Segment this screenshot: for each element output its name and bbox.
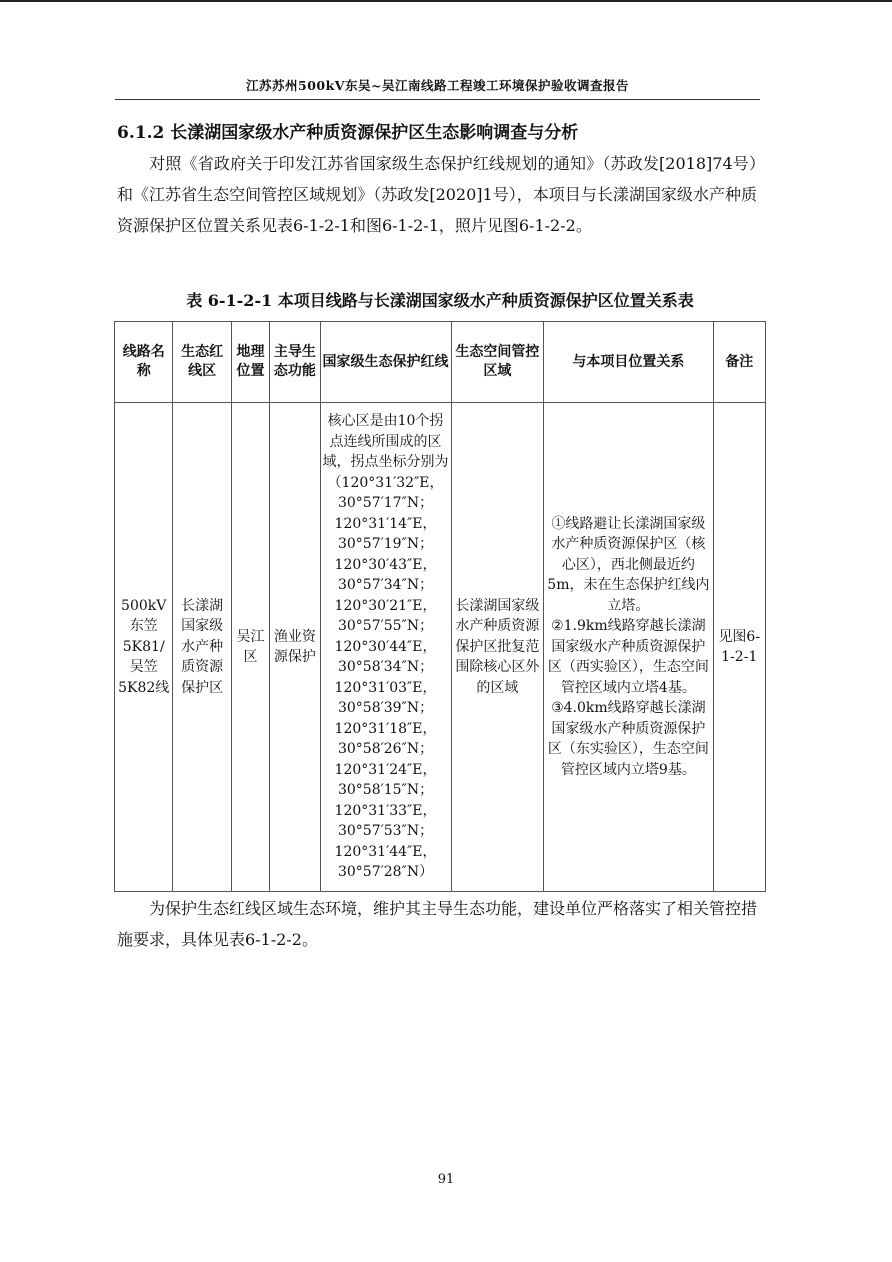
intro-paragraph-text: 对照《省政府关于印发江苏省国家级生态保护红线规划的通知》（苏政发[2018]74号）和《江苏省生态空间管控区域规划》（苏政发[2020]1号），本项目与长漾湖国家级水产种质资源保护区位置关系见表6-1-2-1和图6-1-2-1，照片见图6-1-2-2。 <box>117 154 757 235</box>
table-row <box>115 403 766 892</box>
header-rule <box>115 99 760 100</box>
header-relation: 与本项目位置关系 <box>544 322 713 403</box>
header-function: 主导生态功能 <box>270 322 320 403</box>
cell-national-red-line: 核心区是由10个拐点连线所围成的区域，拐点坐标分别为（120°31′32″E，30°57′17″N；120°31′14″E，30°57′19″N；120°30′43″E，30°57′34″N；120°30′21″E，30°57′55″N；120°30′44″E，30°58′34″N；120°31′03″E，30°58′39″N；120°31′18″E，30°58′26″N；120°31′24″E，30°58′15″N；120°31′33″E，30°57′53″N；120°31′44″E，30°57′28″N） <box>320 403 451 892</box>
intro-paragraph <box>117 148 757 241</box>
position-relation-table <box>114 321 766 892</box>
header-national-red-line: 国家级生态保护红线 <box>320 322 451 403</box>
relation-item-3: ③4.0km线路穿越长漾湖国家级水产种质资源保护区（东实验区），生态空间管控区域内立塔9基。 <box>547 700 709 778</box>
cell-control-area: 长漾湖国家级水产种质资源保护区批复范围除核心区外的区域 <box>451 403 544 892</box>
header-red-line-area: 生态红线区 <box>173 322 231 403</box>
header-remark: 备注 <box>713 322 765 403</box>
table-header-row <box>115 322 766 403</box>
header-location: 地理位置 <box>231 322 269 403</box>
cell-location: 吴江区 <box>231 403 269 892</box>
header-line-name: 线路名称 <box>115 322 173 403</box>
header-control-area: 生态空间管控区域 <box>451 322 544 403</box>
cell-relation <box>544 403 713 892</box>
closing-paragraph <box>117 893 757 955</box>
cell-function: 渔业资源保护 <box>270 403 320 892</box>
cell-line-name: 500kV东笠5K81/吴笠5K82线 <box>115 403 173 892</box>
relation-item-1: ①线路避让长漾湖国家级水产种质资源保护区（核心区），西北侧最近约5m，未在生态保护红线内立塔。 <box>547 515 710 614</box>
cell-remark: 见图6-1-2-1 <box>713 403 765 892</box>
cell-red-line-area: 长漾湖国家级水产种质资源保护区 <box>173 403 231 892</box>
running-header: 江苏苏州500kV东吴~吴江南线路工程竣工环境保护验收调查报告 <box>246 78 629 93</box>
page-number: 91 <box>437 1172 455 1187</box>
closing-paragraph-text: 为保护生态红线区域生态环境，维护其主导生态功能，建设单位严格落实了相关管控措施要求，具体见表6-1-2-2。 <box>117 899 758 949</box>
section-title: 6.1.2 长漾湖国家级水产种质资源保护区生态影响调查与分析 <box>117 123 579 143</box>
table-caption: 表 6-1-2-1 本项目线路与长漾湖国家级水产种质资源保护区位置关系表 <box>186 291 694 310</box>
relation-item-2: ②1.9km线路穿越长漾湖国家级水产种质资源保护区（西实验区），生态空间管控区域内立塔4基。 <box>547 618 709 696</box>
page-top-border <box>0 0 892 2</box>
